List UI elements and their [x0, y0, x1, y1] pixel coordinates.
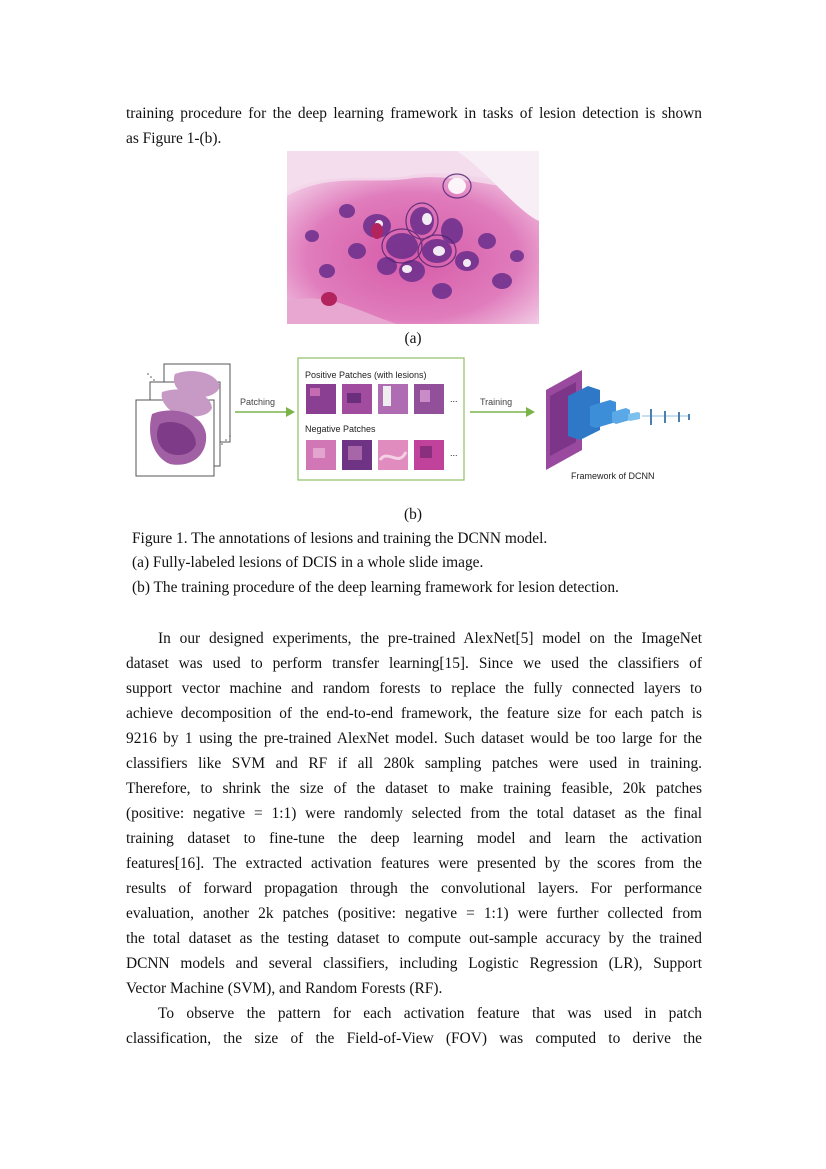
- para1-line: Vector Machine (SVM), and Random Forests (RF).: [126, 980, 443, 997]
- negative-patches-title: Negative Patches: [305, 424, 376, 434]
- figure-label-b: (b): [404, 506, 422, 523]
- figure-caption-a: (a) Fully-labeled lesions of DCIS in a whole slide image.: [132, 554, 484, 571]
- para1-line: In our designed experiments, the pre-trained AlexNet[5] model on the ImageNet: [158, 630, 702, 647]
- para1-line: dataset was used to perform transfer learning[15]. Since we used the classifiers of: [126, 655, 702, 672]
- body-paragraph-1: [126, 626, 702, 1001]
- para1-line: (positive: negative = 1:1) were randomly selected from the total dataset as the final: [126, 805, 702, 822]
- slide-stack-icon: [136, 364, 230, 476]
- patching-label: Patching: [240, 397, 276, 407]
- para2-line: To observe the pattern for each activation feature that was used in patch: [158, 1005, 702, 1022]
- intro-line-2: as Figure 1-(b).: [126, 130, 222, 147]
- positive-patches-title: Positive Patches (with lesions): [305, 370, 427, 380]
- para1-line: evaluation, another 2k patches (positive: negative = 1:1) were further collected from: [126, 905, 702, 922]
- figure-caption-title: Figure 1. The annotations of lesions and training the DCNN model.: [132, 530, 548, 547]
- para1-line: classifiers like SVM and RF if all 280k sampling patches were used in training.: [126, 755, 702, 772]
- para1-line: results of forward propagation through the convolutional layers. For performance: [126, 880, 702, 897]
- whole-slide-image: [287, 151, 539, 324]
- para1-line: DCNN models and several classifiers, including Logistic Regression (LR), Support: [126, 955, 702, 972]
- para1-line: the total dataset as the testing dataset to compute out-sample accuracy by the trained: [126, 930, 702, 947]
- para1-line: 9216 by 1 using the pre-trained AlexNet model. Such dataset would be too large for the: [126, 730, 702, 747]
- negative-ellipsis: ...: [450, 448, 458, 458]
- para1-line: features[16]. The extracted activation features were presented by the scores from the: [126, 855, 702, 872]
- training-pipeline-diagram: [130, 356, 700, 496]
- figure-caption-b: (b) The training procedure of the deep learning framework for lesion detection.: [132, 579, 619, 596]
- framework-label: Framework of DCNN: [571, 471, 655, 481]
- para1-line: support vector machine and random forests to replace the fully connected layers to: [126, 680, 702, 697]
- para2-line: classification, the size of the Field-of-View (FOV) was computed to derive the: [126, 1030, 702, 1047]
- figure-label-a: (a): [404, 330, 422, 347]
- para1-line: training dataset to fine-tune the deep learning model and learn the activation: [126, 830, 702, 847]
- positive-ellipsis: ...: [450, 394, 458, 404]
- body-paragraph-2: [126, 1001, 702, 1051]
- para1-line: Therefore, to shrink the size of the dataset to make training feasible, 20k patches: [126, 780, 702, 797]
- intro-paragraph: [126, 101, 702, 151]
- dcnn-architecture-icon: [546, 370, 690, 470]
- training-label: Training: [480, 397, 513, 407]
- para1-line: achieve decomposition of the end-to-end framework, the feature size for each patch is: [126, 705, 702, 722]
- intro-line-1: training procedure for the deep learning framework in tasks of lesion detection is shown: [126, 105, 702, 122]
